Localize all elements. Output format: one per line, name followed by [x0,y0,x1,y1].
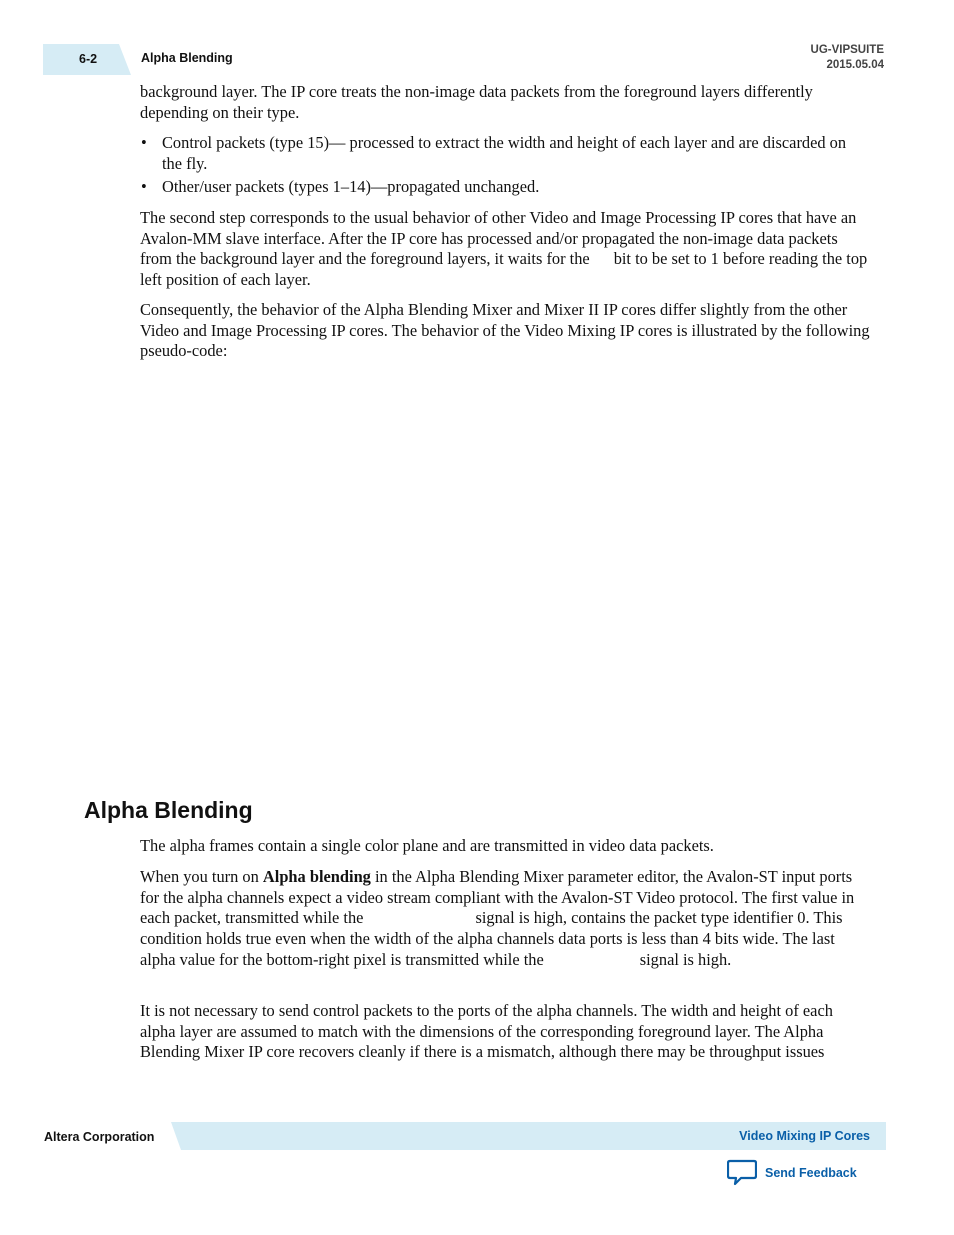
paragraph-alpha-frames: The alpha frames contain a single color plane and are transmitted in video data packets. [140,836,714,855]
list-item [140,177,870,198]
pseudo-code-area [140,370,870,780]
text-run: The second step corresponds to the usual behavior of other Video and Image Processing IP cores that have an Avalon-MM slave interface. After the IP core has processed and/or propagated the non-image data packets from the background layer and the foreground layers, it waits for the [140,208,857,269]
footer-company: Altera Corporation [44,1130,155,1144]
text-run: When you turn on [140,867,259,886]
send-feedback-label: Send Feedback [765,1166,857,1180]
paragraph-alpha-ports [140,867,870,971]
bullet-icon: • [141,133,147,152]
text-run: signal is high, contains the packet type identifier 0. This condition holds true even when the width of the alpha channels data ports is less than 4 bits wide. The last alpha value for the bottom-right pixel is transmitted while the [140,908,843,969]
paragraph-second-step [140,208,870,291]
text-run: in the Alpha Blending Mixer parameter editor, the Avalon-ST input ports for the alpha channels expect a video stream compliant with the Avalon-ST Video protocol. The first value in each packet, transmitted while the [140,867,855,928]
packet-type-list [140,133,870,201]
text-run: bit to be set to 1 before reading the top left position of each layer. [140,249,868,290]
paragraph-intro: background layer. The IP core treats the non-image data packets from the foreground layers differently depending on their type. [140,82,813,122]
list-item [140,133,870,174]
document-code: UG-VIPSUITE [810,44,884,56]
running-header-title: Alpha Blending [141,51,233,65]
document-date: 2015.05.04 [826,58,884,71]
bullet-icon: • [141,177,147,197]
speech-bubble-icon [727,1159,757,1187]
paragraph-consequently: Consequently, the behavior of the Alpha Blending Mixer and Mixer II IP cores differ slightly from the other Video and Image Processing IP cores. The behavior of the Video Mixing IP cores is illustrated by the following pseudo-code: [140,300,870,361]
page-number: 6-2 [79,52,98,66]
section-heading: Alpha Blending [84,797,253,823]
ui-option-name: Alpha blending [262,867,371,886]
chapter-link[interactable]: Video Mixing IP Cores [739,1129,870,1143]
list-item-text: Other/user packets (types 1–14)—propagated unchanged. [162,177,540,197]
text-run: signal is high. [639,949,732,969]
list-item-text: Control packets (type 15)— processed to extract the width and height of each layer and are discarded on the fly. [162,133,847,173]
paragraph-control-packets: It is not necessary to send control packets to the ports of the alpha channels. The width and height of each alpha layer are assumed to match with the dimensions of the corresponding foreground layer. The Alpha Blending Mixer IP core recovers cleanly if there is a mismatch, although there may be throughput issues [140,1001,833,1062]
send-feedback-link[interactable] [727,1158,857,1188]
document-id [811,43,884,72]
